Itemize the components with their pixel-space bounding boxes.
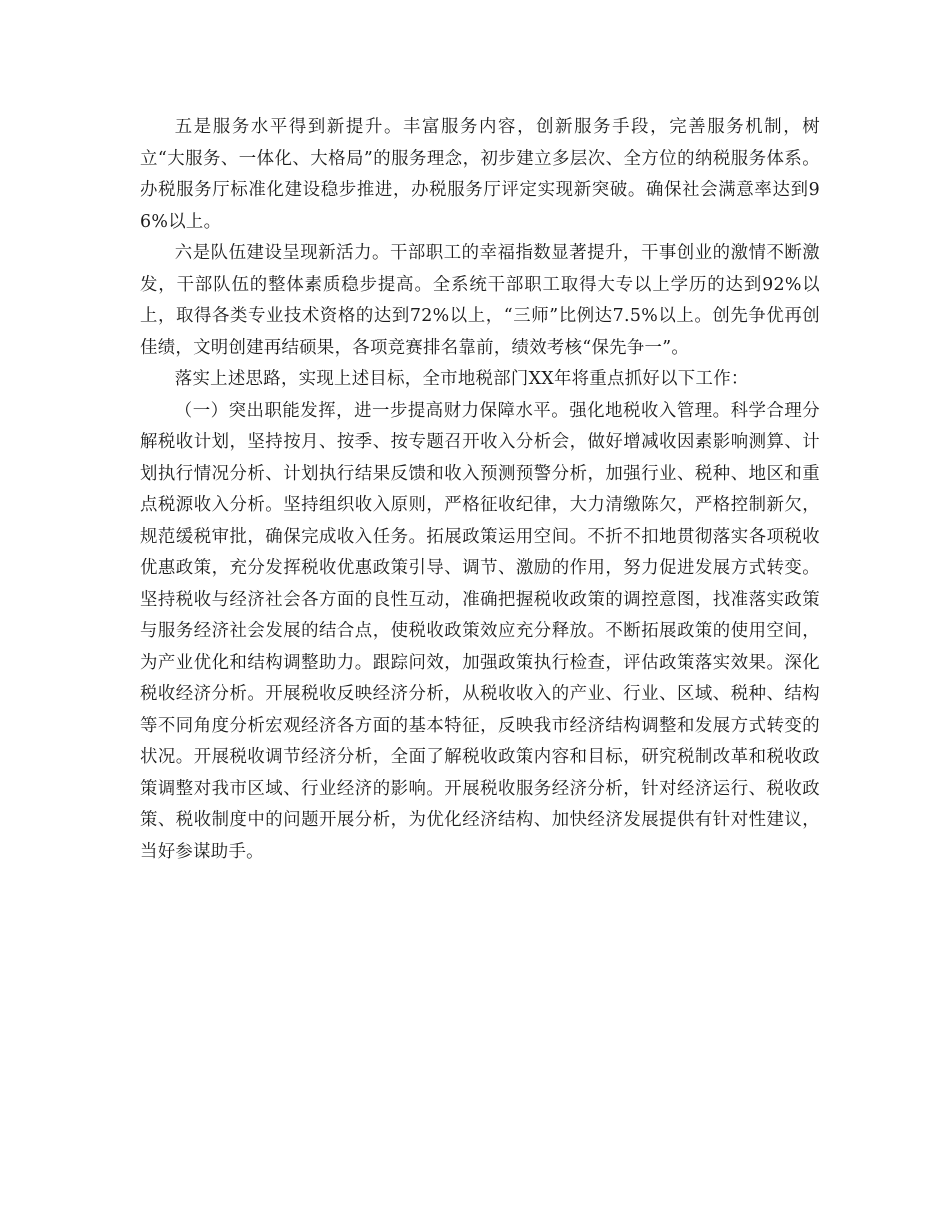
paragraph-work-intro: 落实上述思路，实现上述目标，全市地税部门XX年将重点抓好以下工作： [174,369,749,389]
document-body [140,112,820,868]
paragraph-service-level: 五是服务水平得到新提升。丰富服务内容，创新服务手段，完善服务机制，树立“大服务、一体化、大格局”的服务理念，初步建立多层次、全方位的纳税服务体系。办税服务厅标准化建设稳步推进，办税服务厅评定实现新突破。确保社会满意率达到96%以上。 [140,117,820,232]
paragraph-team-building: 六是队伍建设呈现新活力。干部职工的幸福指数显著提升，干事创业的激情不断激发，干部队伍的整体素质稳步提高。全系统干部职工取得大专以上学历的达到92%以上，取得各类专业技术资格的达到72%以上，“三师”比例达7.5%以上。创先争优再创佳绩，文明创建再结硕果，各项竞赛排名靠前，绩效考核“保先争一”。 [140,243,820,358]
paragraph-section-one: （一）突出职能发挥，进一步提高财力保障水平。强化地税收入管理。科学合理分解税收计划，坚持按月、按季、按专题召开收入分析会，做好增减收因素影响测算、计划执行情况分析、计划执行结果反馈和收入预测预警分析，加强行业、税种、地区和重点税源收入分析。坚持组织收入原则，严格征收纪律，大力清缴陈欠，严格控制新欠，规范缓税审批，确保完成收入任务。拓展政策运用空间。不折不扣地贯彻落实各项税收优惠政策，充分发挥税收优惠政策引导、调节、激励的作用，努力促进发展方式转变。坚持税收与经济社会各方面的良性互动，准确把握税收政策的调控意图，找准落实政策与服务经济社会发展的结合点，使税收政策效应充分释放。不断拓展政策的使用空间，为产业优化和结构调整助力。跟踪问效，加强政策执行检查，评估政策落实效果。深化税收经济分析。开展税收反映经济分析，从税收收入的产业、行业、区域、税种、结构等不同角度分析宏观经济各方面的基本特征，反映我市经济结构调整和发展方式转变的状况。开展税收调节经济分析，全面了解税收政策内容和目标，研究税制改革和税收政策调整对我市区域、行业经济的影响。开展税收服务经济分析，针对经济运行、税收政策、税收制度中的问题开展分析，为优化经济结构、加快经济发展提供有针对性建议，当好参谋助手。 [140,400,820,862]
